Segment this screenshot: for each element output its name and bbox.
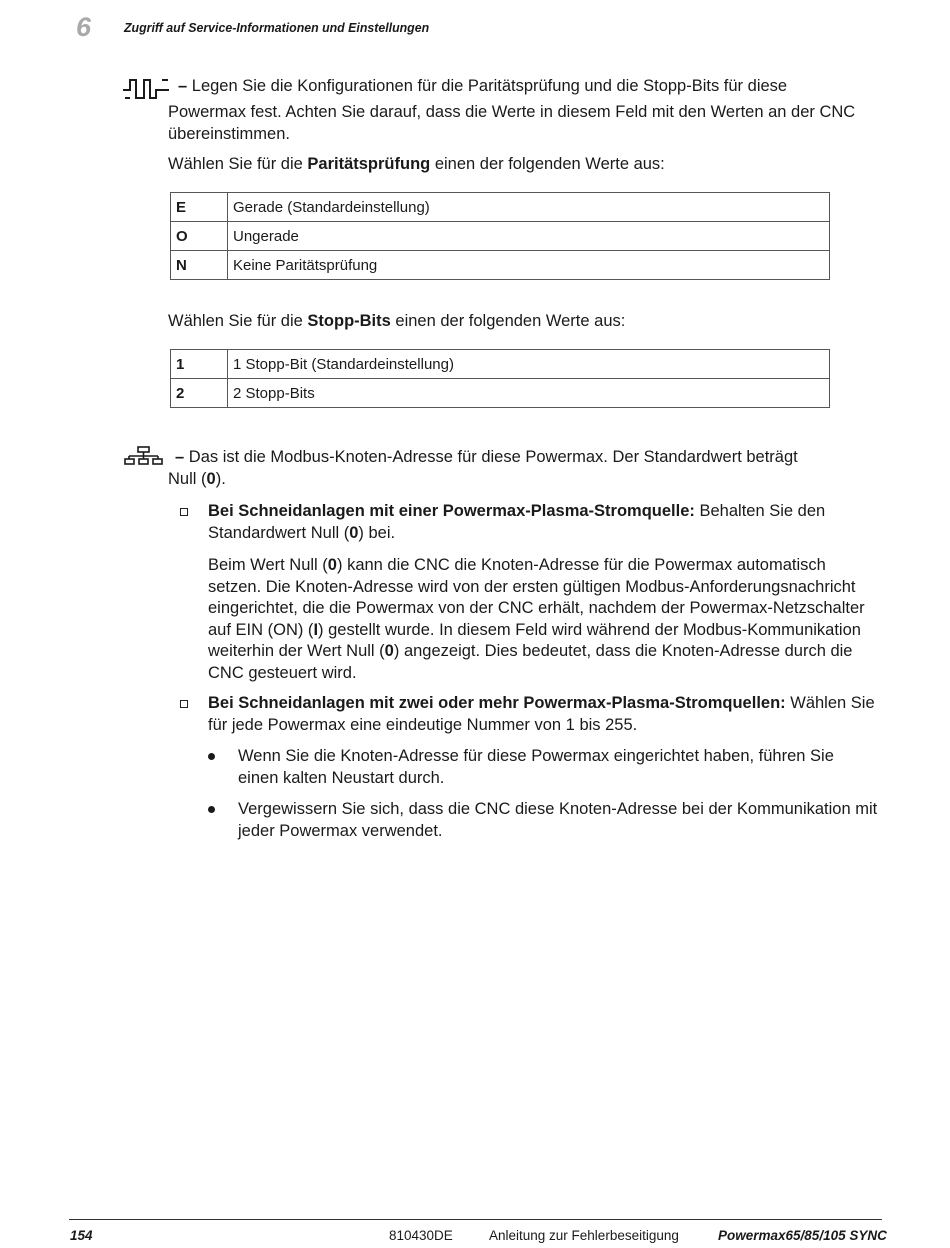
detail-c: ) gestellt wurde. In diesem Feld wird während der Modbus-Kommunikation weiterhin der Wert Null ( — [208, 620, 861, 660]
node-intro-dash: – — [175, 448, 185, 466]
parity-intro-first-line — [178, 76, 878, 98]
item1-zero: 0 — [349, 523, 359, 542]
detail-b: ) kann die CNC die Knoten-Adresse für die Powermax automatisch setzen. Die Knoten-Adresse wird von der ersten gültigen Modbus-Anforderungsnachricht eingerichtet, die die Powermax von der CNC erhält, nachdem der Powermax-Netzschalter auf EIN (ON) ( — [208, 556, 865, 639]
item1-bold: Bei Schneidanlagen mit einer Powermax-Plasma-Stromquelle: — [208, 502, 695, 520]
detail-zero1: 0 — [327, 556, 337, 574]
multi-source-item — [208, 693, 880, 736]
stopbits-code: 2 — [171, 379, 228, 408]
parity-code: E — [171, 193, 228, 222]
doc-number: 810430DE — [389, 1228, 453, 1243]
checkbox-bullet-icon — [180, 700, 188, 708]
checkbox-bullet-icon — [180, 508, 188, 516]
network-node-icon — [124, 446, 164, 466]
item2-text: Wählen Sie für jede Powermax eine eindeutige Nummer von 1 bis 255. — [208, 694, 875, 734]
null-pre: Null ( — [168, 470, 207, 488]
detail-d: ) angezeigt. Dies bedeutet, dass die Knoten-Adresse durch die CNC gesteuert wird. — [208, 642, 853, 682]
table-row — [171, 222, 830, 251]
parity-stopbits-icon — [122, 77, 170, 101]
parity-intro-rest: Powermax fest. Achten Sie darauf, dass die Werte in diesem Feld mit den Werten an der CNC übereinstimmen. — [168, 103, 856, 143]
parity-table — [170, 192, 830, 280]
product-name: Powermax65/85/105 SYNC — [718, 1228, 887, 1243]
stop-prompt-post: einen der folgenden Werte aus: — [390, 312, 626, 330]
stopbits-code: 1 — [171, 350, 228, 379]
parity-prompt-pre: Wählen Sie für die — [168, 155, 308, 173]
null-post: ). — [215, 470, 226, 488]
detail-a: Beim Wert Null ( — [208, 556, 328, 574]
stopbits-prompt — [168, 311, 868, 333]
intro-text: Legen Sie die Konfigurationen für die Paritätsprüfung und die Stopp-Bits für diese — [191, 77, 788, 95]
single-source-item — [208, 501, 880, 544]
stopbits-table — [170, 349, 830, 408]
null-bold: 0 — [206, 470, 216, 488]
parity-desc: Ungerade — [228, 222, 830, 251]
chapter-number: 6 — [76, 12, 91, 42]
parity-prompt — [168, 154, 868, 176]
single-source-detail — [208, 555, 880, 684]
node-intro-first-line — [175, 447, 875, 469]
parity-desc: Gerade (Standardeinstellung) — [228, 193, 830, 222]
doc-title: Anleitung zur Fehlerbeseitigung — [489, 1228, 679, 1243]
bullet-icon — [208, 753, 215, 760]
node-intro-null — [168, 469, 868, 491]
node-intro-text: Das ist die Modbus-Knoten-Adresse für diese Powermax. Der Standardwert beträgt — [188, 448, 798, 466]
stop-prompt-bold: Stopp-Bits — [307, 312, 391, 330]
stop-prompt-pre: Wählen Sie für die — [168, 312, 308, 330]
item1-text-b: ) bei. — [358, 523, 396, 542]
list-item: Wenn Sie die Knoten-Adresse für diese Powermax eingerichtet haben, führen Sie einen kalten Neustart durch. — [238, 747, 834, 787]
page-number: 154 — [70, 1228, 93, 1243]
stopbits-desc: 1 Stopp-Bit (Standardeinstellung) — [228, 350, 830, 379]
item1-text-a: Behalten Sie den Standardwert Null ( — [208, 502, 826, 542]
parity-desc: Keine Paritätsprüfung — [228, 251, 830, 280]
parity-code: N — [171, 251, 228, 280]
parity-prompt-post: einen der folgenden Werte aus: — [430, 155, 665, 173]
footer-divider — [69, 1219, 882, 1220]
detail-I: I — [313, 620, 319, 639]
detail-zero2: 0 — [384, 642, 394, 660]
stopbits-desc: 2 Stopp-Bits — [228, 379, 830, 408]
parity-prompt-bold: Paritätsprüfung — [307, 155, 431, 173]
table-row — [171, 193, 830, 222]
item2-bold: Bei Schneidanlagen mit zwei oder mehr Powermax-Plasma-Stromquellen: — [208, 694, 786, 712]
list-item: Vergewissern Sie sich, dass die CNC diese Knoten-Adresse bei der Kommunikation mit jeder Powermax verwendet. — [238, 800, 878, 840]
table-row — [171, 350, 830, 379]
table-row — [171, 379, 830, 408]
intro-dash: – — [178, 77, 188, 95]
parity-code: O — [171, 222, 228, 251]
table-row — [171, 251, 830, 280]
chapter-title: Zugriff auf Service-Informationen und Einstellungen — [124, 20, 430, 35]
bullet-icon — [208, 806, 215, 813]
